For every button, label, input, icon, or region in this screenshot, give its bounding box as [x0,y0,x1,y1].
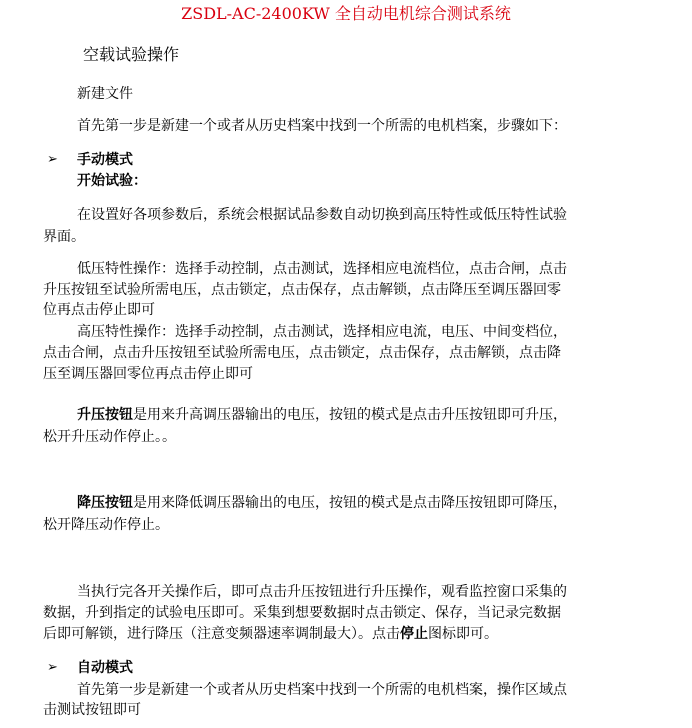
after-switch-line3 [43,624,498,644]
high-voltage-line3: 压至调压器回零位再点击停止即可 [43,366,253,382]
manual-mode-heading: 手动模式 [77,152,133,168]
settings-para-line2: 界面。 [43,229,85,245]
auto-mode-line1: 首先第一步是新建一个或者从历史档案中找到一个所需的电机档案，操作区域点 [77,682,567,698]
document-title: ZSDL-AC-2400KW 全自动电机综合测试系统 [181,4,511,23]
after-switch-line2: 数据，升到指定的试验电压即可。采集到想要数据时点击锁定、保存，当记录完数据 [43,605,561,621]
auto-mode-heading: 自动模式 [77,660,133,676]
bullet-arrow-icon: ➢ [47,660,58,675]
auto-mode-line2: 击测试按钮即可 [43,702,141,718]
low-voltage-line2: 升压按钮至试验所需电压，点击锁定，点击保存，点击解锁，点击降压至调压器回零 [43,282,561,298]
low-voltage-line1: 低压特性操作：选择手动控制，点击测试，选择相应电流档位，点击合闸，点击 [77,261,567,277]
new-file-label: 新建文件 [77,86,133,102]
settings-para-line1: 在设置好各项参数后，系统会根据试品参数自动切换到高压特性或低压特性试验 [77,207,567,223]
reduce-button-term: 降压按钮 [77,495,133,511]
after-switch-line3-c: 图标即可。 [428,626,498,642]
after-switch-line1: 当执行完各开关操作后，即可点击升压按钮进行升压操作，观看监控窗口采集的 [77,584,567,600]
start-test-heading: 开始试验： [77,173,147,189]
high-voltage-line2: 点击合闸，点击升压按钮至试验所需电压，点击锁定，点击保存，点击解锁，点击降 [43,345,561,361]
reduce-para-line1-rest: 是用来降低调压器输出的电压，按钮的模式是点击降压按钮即可降压， [133,495,567,511]
bullet-arrow-icon: ➢ [47,152,58,167]
step1-text: 首先第一步是新建一个或者从历史档案中找到一个所需的电机档案，步骤如下： [77,118,567,134]
after-switch-line3-a: 后即可解锁，进行降压（注意变频器速率调制最大）。点击 [43,626,400,642]
boost-para-line1-rest: 是用来升高调压器输出的电压，按钮的模式是点击升压按钮即可升压， [133,407,567,423]
reduce-para-line2: 松开降压动作停止。 [43,517,169,533]
stop-term: 停止 [400,626,428,642]
section-title: 空载试验操作 [83,45,180,64]
boost-para-line1 [77,405,567,425]
boost-para-line2: 松开升压动作停止。。 [43,429,176,445]
high-voltage-line1: 高压特性操作：选择手动控制，点击测试，选择相应电流，电压、中间变档位， [77,324,567,340]
boost-button-term: 升压按钮 [77,407,133,423]
low-voltage-line3: 位再点击停止即可 [43,302,155,318]
reduce-para-line1 [77,493,567,513]
